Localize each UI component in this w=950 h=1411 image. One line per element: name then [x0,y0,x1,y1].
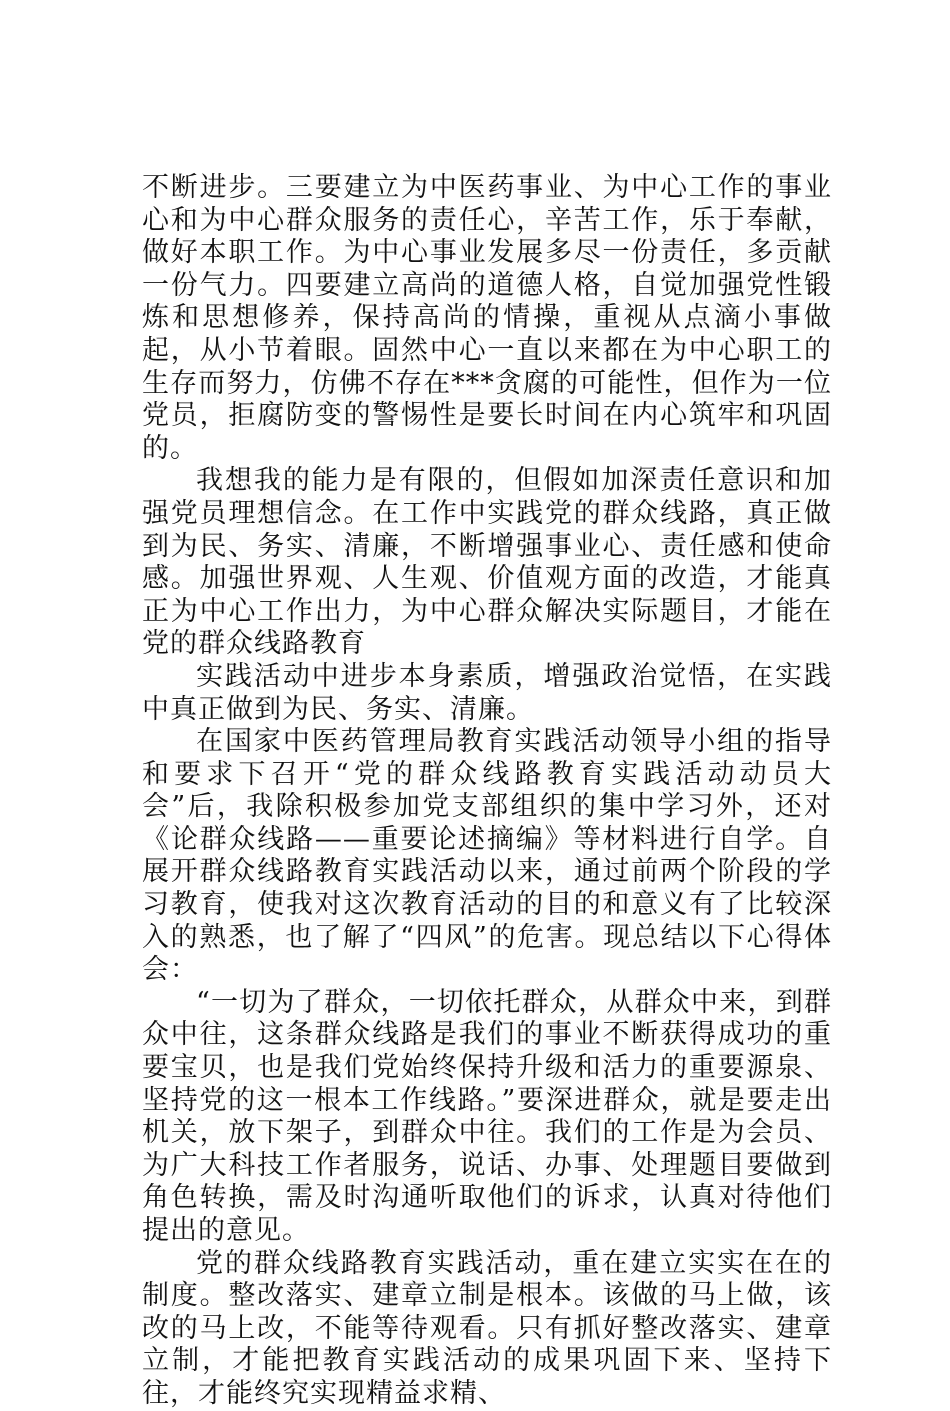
paragraph-2: 我想我的能力是有限的，但假如加深责任意识和加强党员理想信念。在工作中实践党的群众线路，真正做到为民、务实、清廉，不断增强事业心、责任感和使命感。加强世界观、人生观、价值观方面的改造，才能真正为中心工作出力，为中心群众解决实际题目，才能在党的群众线路教育 [142,465,832,660]
paragraph-3: 实践活动中进步本身素质，增强政治觉悟，在实践中真正做到为民、务实、清廉。 [142,660,832,725]
document-body [142,172,832,1411]
paragraph-4: 在国家中医药管理局教育实践活动领导小组的指导和要求下召开“党的群众线路教育实践活动动员大会”后，我除积极参加党支部组织的集中学习外，还对《论群众线路——重要论述摘编》等材料进行自学。自展开群众线路教育实践活动以来，通过前两个阶段的学习教育，使我对这次教育活动的目的和意义有了比较深入的熟悉，也了解了“四风”的危害。现总结以下心得体会： [142,726,832,986]
paragraph-6: 党的群众线路教育实践活动，重在建立实实在在的制度。整改落实、建章立制是根本。该做的马上做，该改的马上改，不能等待观看。只有抓好整改落实、建章立制，才能把教育实践活动的成果巩固下来、坚持下往，才能终究实现精益求精、 [142,1247,832,1409]
paragraph-1: 不断进步。三要建立为中医药事业、为中心工作的事业心和为中心群众服务的责任心，辛苦工作，乐于奉献，做好本职工作。为中心事业发展多尽一份责任，多贡献一份气力。四要建立高尚的道德人格，自觉加强党性锻炼和思想修养，保持高尚的情操，重视从点滴小事做起，从小节着眼。固然中心一直以来都在为中心职工的生存而努力，仿佛不存在***贪腐的可能性，但作为一位党员，拒腐防变的警惕性是要长时间在内心筑牢和巩固的。 [142,172,832,464]
paragraph-5: “一切为了群众，一切依托群众，从群众中来，到群众中往，这条群众线路是我们的事业不断获得成功的重要宝贝，也是我们党始终保持升级和活力的重要源泉、坚持党的这一根本工作线路。”要深进群众，就是要走出机关，放下架子，到群众中往。我们的工作是为会员、为广大科技工作者服务，说话、办事、处理题目要做到角色转换，需及时沟通听取他们的诉求，认真对待他们提出的意见。 [142,986,832,1246]
